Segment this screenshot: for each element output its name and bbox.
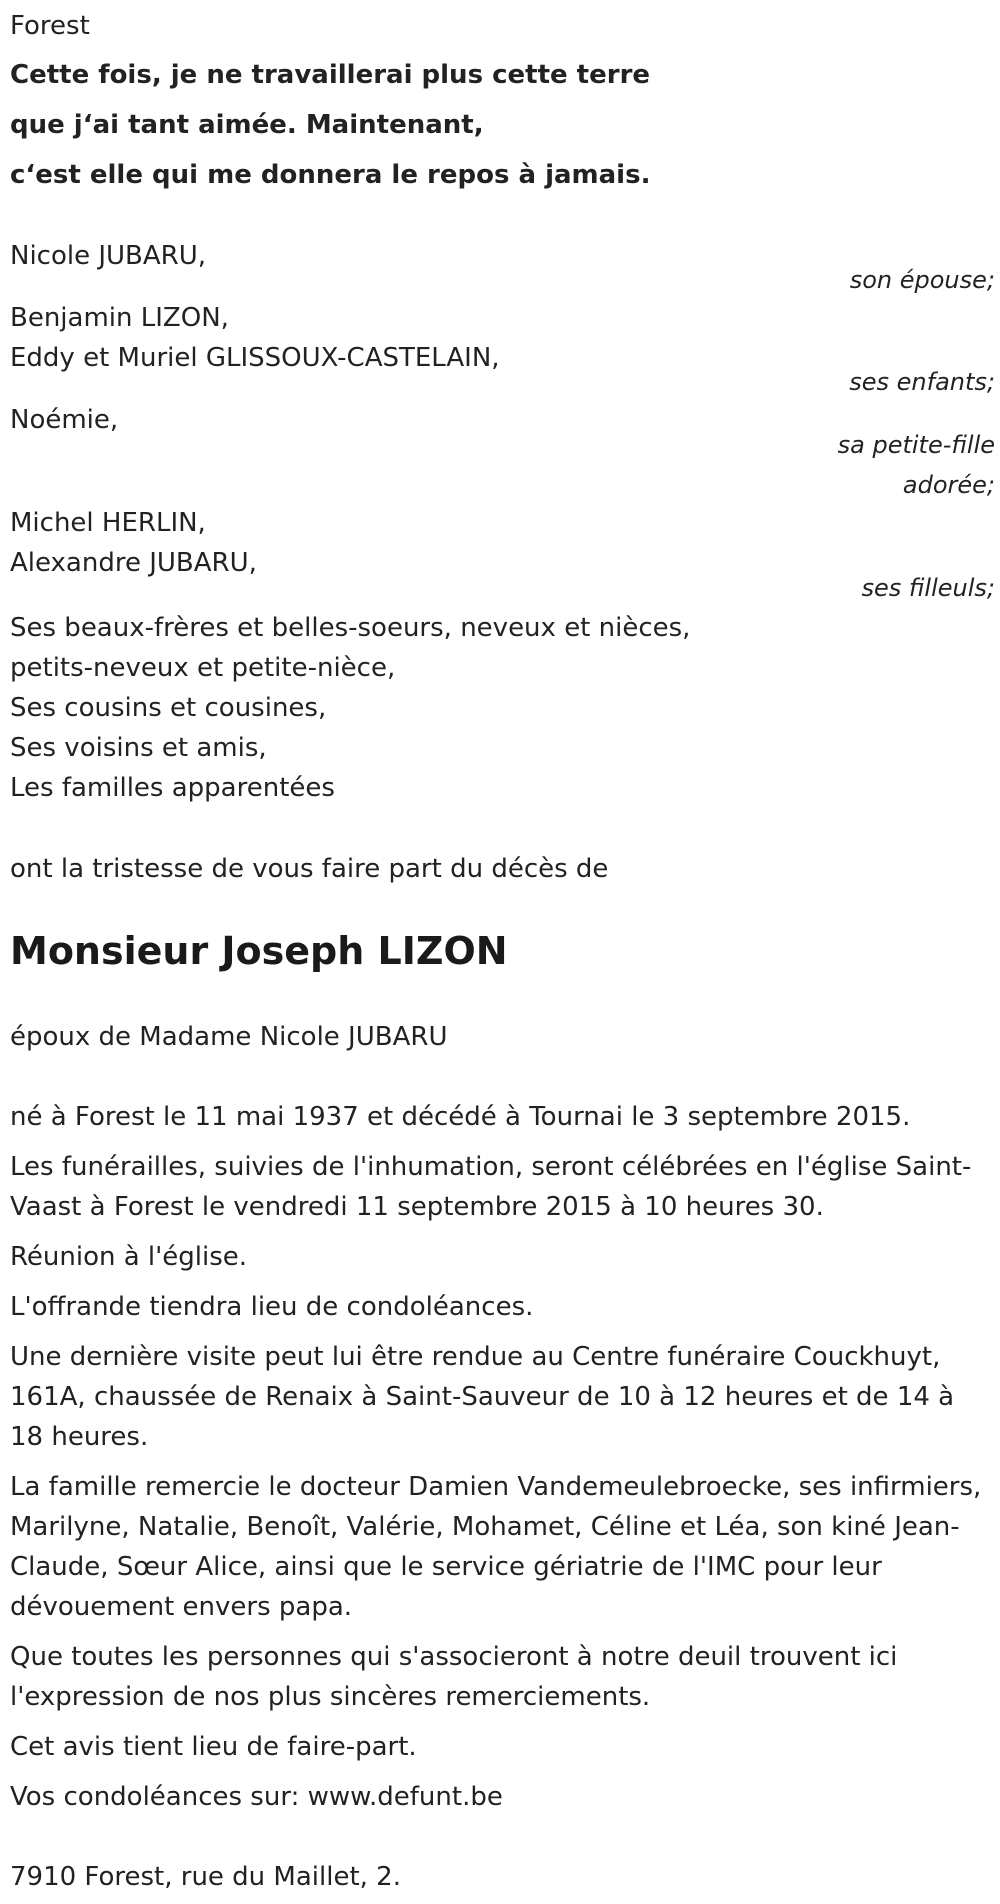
relatives-line-2: petits-neveux et petite-nièce, xyxy=(10,653,396,683)
deceased-name: Monsieur Joseph LIZON xyxy=(10,929,508,973)
relatives-line-1: Ses beaux-frères et belles-soeurs, neveux et nièces, xyxy=(10,613,691,643)
godchild-name-1: Michel HERLIN, xyxy=(10,508,206,538)
faire-part-notice: Cet avis tient lieu de faire-part. xyxy=(10,1732,417,1762)
granddaughter-role-line-2: adorée; xyxy=(902,471,995,499)
relatives-line-4: Ses voisins et amis, xyxy=(10,733,267,763)
place-heading: Forest xyxy=(10,11,90,41)
deceased-spouse-of: époux de Madame Nicole JUBARU xyxy=(10,1022,448,1052)
relatives-line-3: Ses cousins et cousines, xyxy=(10,693,327,723)
family-address: 7910 Forest, rue du Maillet, 2. xyxy=(10,1862,401,1892)
spouse-name: Nicole JUBARU, xyxy=(10,241,207,271)
child-name-1: Benjamin LIZON, xyxy=(10,303,229,333)
announcement-text: ont la tristesse de vous faire part du décès de xyxy=(10,854,609,884)
poem-line-2: que j‘ai tant aimée. Maintenant, xyxy=(10,110,484,140)
poem-line-1: Cette fois, je ne travaillerai plus cette terre xyxy=(10,60,651,90)
visit-info: Une dernière visite peut lui être rendue au Centre funéraire Couckhuyt, 161A, chaussée de Renaix à Saint-Sauveur de 10 à 12 heures et de 14 à 18 heures. xyxy=(10,1342,955,1452)
child-name-2: Eddy et Muriel GLISSOUX-CASTELAIN, xyxy=(10,343,500,373)
funeral-info: Les funérailles, suivies de l'inhumation, seront célébrées en l'église Saint-Vaast à Forest le vendredi 11 septembre 2015 à 10 heures 30. xyxy=(10,1152,972,1222)
godchildren-role: ses filleuls; xyxy=(861,574,995,602)
gratitude-paragraph: Que toutes les personnes qui s'associeront à notre deuil trouvent ici l'expression de nos plus sincères remerciements. xyxy=(10,1642,898,1712)
offering-info: L'offrande tiendra lieu de condoléances. xyxy=(10,1292,534,1322)
godchild-name-2: Alexandre JUBARU, xyxy=(10,548,257,578)
relatives-line-5: Les familles apparentées xyxy=(10,773,335,803)
birth-death-info: né à Forest le 11 mai 1937 et décédé à Tournai le 3 septembre 2015. xyxy=(10,1102,911,1132)
poem-line-3: c‘est elle qui me donnera le repos à jamais. xyxy=(10,160,651,190)
granddaughter-role-line-1: sa petite-fille xyxy=(837,431,995,459)
thanks-paragraph: La famille remercie le docteur Damien Vandemeulebroecke, ses infirmiers, Marilyne, Natalie, Benoît, Valérie, Mohamet, Céline et Léa, son kiné Jean-Claude, Sœur Alice, ainsi que le service gériatrie de l'IMC pour leur dévouement envers papa. xyxy=(10,1472,982,1622)
meeting-info: Réunion à l'église. xyxy=(10,1242,248,1272)
granddaughter-name: Noémie, xyxy=(10,405,119,435)
children-role: ses enfants; xyxy=(849,368,995,396)
condolences-link[interactable]: Vos condoléances sur: www.defunt.be xyxy=(10,1782,503,1812)
spouse-role: son épouse; xyxy=(849,266,995,294)
